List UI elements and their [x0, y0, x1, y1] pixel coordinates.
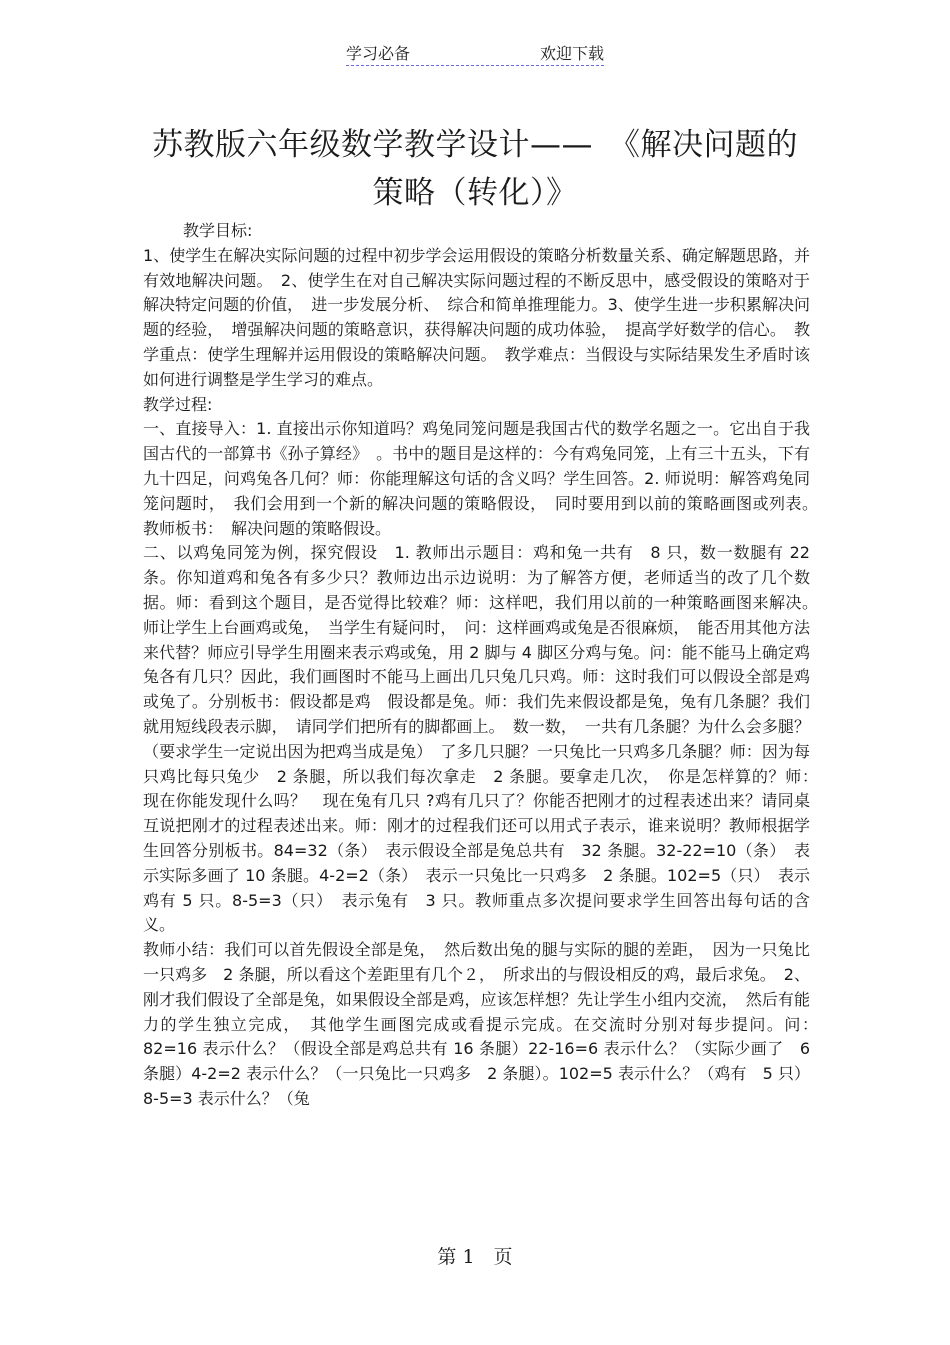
section-heading-process: 教学过程:: [143, 394, 213, 414]
page-number: 第 1 页: [437, 1246, 513, 1268]
document-body: [143, 219, 827, 1112]
paragraph-exploration: 二、以鸡兔同笼为例，探究假设 1. 教师出示题目：鸡和兔一共有 8 只，数一数腿有 22 条。你知道鸡和兔各有多少只？教师边出示边说明：为了解答方便，老师适当的改了几个数据。师：看到这个题目，是否觉得比较难？师：这样吧，我们用以前的一种策略画图来解决。 师让学生上台画鸡或兔， 当学生有疑问时， 问：这样画鸡或兔是否很麻烦， 能否用其他方法来代替？师应引导学生用圈来表示鸡或兔，用 2 脚与 4 脚区分鸡与兔。问：能不能马上确定鸡兔各有几只？因此，我们画图时不能马上画出几只兔几只鸡。师：这时我们可以假设全部是鸡或兔了。分别板书：假设都是鸡 假设都是兔。师：我们先来假设都是兔，兔有几条腿？我们就用短线段表示脚， 请同学们把所有的脚都画上。 数一数， 一共有几条腿？为什么会多腿？ （要求学生一定说出因为把鸡当成是兔） 了多几只腿？一只兔比一只鸡多几条腿？师：因为每只鸡比每只兔少 2 条腿，所以我们每次拿走 2 条腿。要拿走几次， 你是怎样算的？师： 现在你能发现什么吗？ 现在兔有几只 ?鸡有几只了？你能否把刚才的过程表述出来？请同桌互说把刚才的过程表述出来。师：刚才的过程我们还可以用式子表示，谁来说明？教师根据学生回答分别板书。84=32（条） 表示假设全部是兔总共有 32 条腿。32-22=10（条） 表示实际多画了 10 条腿。4-2=2（条） 表示一只兔比一只鸡多 2 条腿。102=5（只） 表示鸡有 5 只。8-5=3（只） 表示兔有 3 只。教师重点多次提问要求学生回答出每句话的含义。: [143, 543, 827, 935]
page-header: [346, 41, 604, 66]
header-left-text: 学习必备: [346, 44, 411, 63]
section-heading-objectives: 教学目标:: [183, 221, 253, 240]
header-right-text: 欢迎下载: [539, 44, 604, 63]
paragraph-introduction: 一、直接导入：1. 直接出示你知道吗？鸡兔同笼问题是我国古代的数学名题之一。它出自于我国古代的一部算书《孙子算经》 。书中的题目是这样的：今有鸡兔同笼，上有三十五头，下有九十四足，问鸡兔各几何？师：你能理解这句话的含义吗？学生回答。2. 师说明：解答鸡兔同笼问题时， 我们会用到一个新的解决问题的策略假设， 同时要用到以前的策略画图或列表。 教师板书： 解决问题的策略假设。: [143, 419, 827, 538]
paragraph-summary: 教师小结：我们可以首先假设全部是兔， 然后数出兔的腿与实际的腿的差距， 因为一只兔比一只鸡多 2 条腿，所以看这个差距里有几个２， 所求出的与假设相反的鸡，最后求兔。 2、刚才我们假设了全部是兔，如果假设全部是鸡，应该怎样想？先让学生小组内交流， 然后有能力的学生独立完成， 其他学生画图完成或看提示完成。在交流时分别对每步提问。问： 82=16 表示什么？（假设全部是鸡总共有 16 条腿）22-16=6 表示什么？（实际少画了 6 条腿）4-2=2 表示什么？（一只兔比一只鸡多 2 条腿）。102=5 表示什么？（鸡有 5 只）8-5=3 表示什么？（兔: [143, 940, 827, 1108]
document-title: 苏教版六年级数学教学设计—— 《解决问题的策略（转化）》: [152, 127, 798, 211]
paragraph-objectives: 1、使学生在解决实际问题的过程中初步学会运用假设的策略分析数量关系、确定解题思路，并有效地解决问题。 2、使学生在对自己解决实际问题过程的不断反思中，感受假设的策略对于解决特定问题的价值， 进一步发展分析、 综合和简单推理能力。3、使学生进一步积累解决问题的经验， 增强解决问题的策略意识，获得解决问题的成功体验， 提高学好数学的信心。 教学重点：使学生理解并运用假设的策略解决问题。 教学难点：当假设与实际结果发生矛盾时该如何进行调整是学生学习的难点。: [143, 245, 810, 389]
